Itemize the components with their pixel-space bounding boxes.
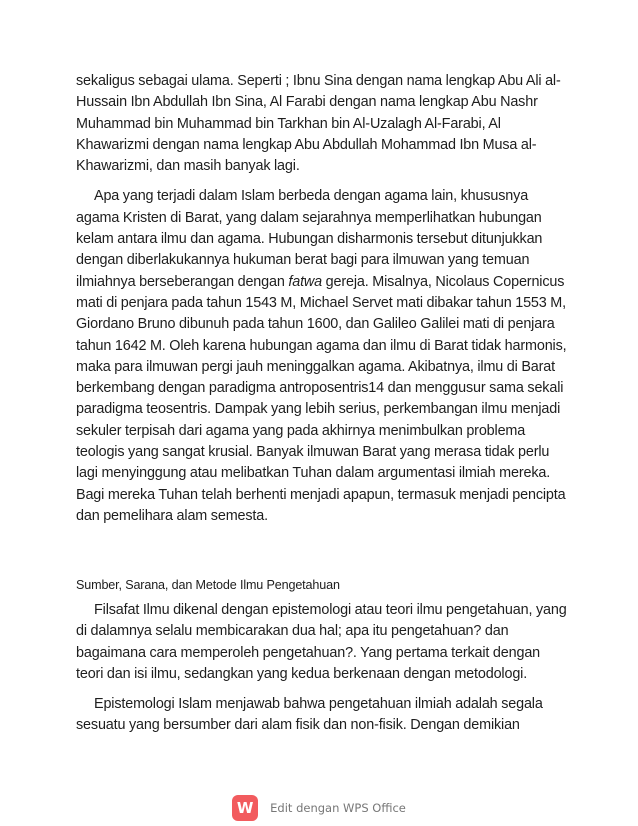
document-page <box>76 71 568 527</box>
footer <box>0 794 638 822</box>
paragraph-2-text-b: gereja. Misalnya, Nicolaus Copernicus mati di penjara pada tahun 1543 M, Michael Servet mati dibakar tahun 1553 M, Giordano Bruno dibunuh pada tahun 1600, dan Galileo Galilei mati di penjara tahun 1642 M. Oleh karena hubungan agama dan ilmu di Barat tidak harmonis, maka para ilmuwan pergi jauh meninggalkan agama. Akibatnya, ilmu di Barat berkembang dengan paradigma antroposentris14 dan menggusur sama sekali paradigma teosentris. Dampak yang lebih serius, perkembangan ilmu menjadi sekuler terpisah dari agama yang pada akhirnya menimbulkan problema teologis yang sangat krusial. Banyak ilmuwan Barat yang merasa tidak perlu lagi menyinggung atau melibatkan Tuhan dalam argumentasi ilmiah mereka. Bagi mereka Tuhan telah berhenti menjadi apapun, termasuk menjadi pencipta dan pemelihara alam semesta. <box>76 273 567 524</box>
paragraph-2 <box>76 186 568 527</box>
edit-with-wps-label: Edit dengan WPS Office <box>270 801 406 815</box>
paragraph-1: sekaligus sebagai ulama. Seperti ; Ibnu Sina dengan nama lengkap Abu Ali al-Hussain Ibn Abdullah Ibn Sina, Al Farabi dengan nama lengkap Abu Nashr Muhammad bin Muhammad bin Tarkhan bin Al-Uzalagh Al-Farabi, Al Khawarizmi dengan nama lengkap Abu Abdullah Mohammad Ibn Musa al-Khawarizmi, dan masih banyak lagi. <box>76 73 561 175</box>
paragraph-4: Epistemologi Islam menjawab bahwa pengetahuan ilmiah adalah segala sesuatu yang bersumber dari alam fisik dan non-fisik. Dengan demikian <box>76 696 543 734</box>
paragraph-2-text-a: Apa yang terjadi dalam Islam berbeda dengan agama lain, khususnya agama Kristen di Barat, yang dalam sejarahnya memperlihatkan hubungan kelam antara ilmu dan agama. Hubungan disharmonis tersebut ditunjukkan dengan diberlakukannya hukuman berat bagi para ilmuwan yang temuan ilmiahnya berseberangan dengan <box>76 188 543 290</box>
wps-office-icon: W <box>232 795 258 821</box>
edit-with-wps-button[interactable] <box>232 795 406 821</box>
fatwa-italic: fatwa <box>288 273 323 290</box>
section-heading: Sumber, Sarana, dan Metode Ilmu Pengetahuan <box>76 578 340 592</box>
paragraph-3: Filsafat Ilmu dikenal dengan epistemologi atau teori ilmu pengetahuan, yang di dalamnya selalu membicarakan dua hal; apa itu pengetahuan? dan bagaimana cara memperoleh pengetahuan?. Yang pertama terkait dengan teori dan isi ilmu, sedangkan yang kedua berkenaan dengan metodologi. <box>76 602 567 682</box>
section-body <box>76 600 568 737</box>
